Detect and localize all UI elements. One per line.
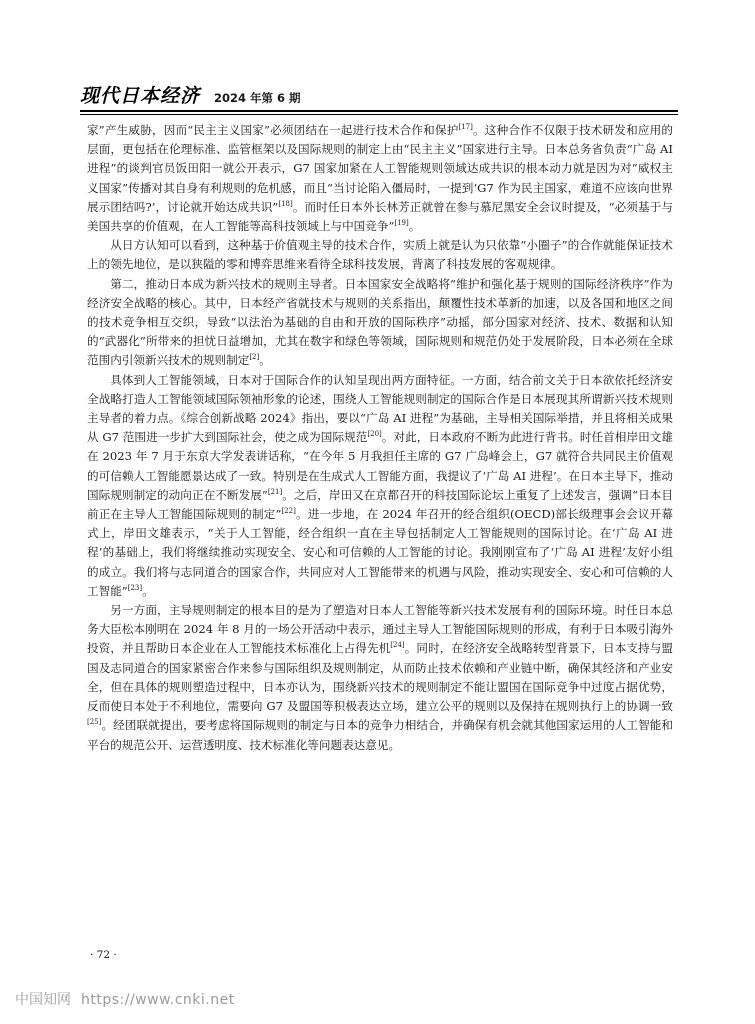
paragraph-text: 。而时任日本外长林芳正就曾在参与慕尼黑安全会议时提及，“必须基于与美国共享的价值观，在人工智能等高科技领域上与中国竞争” bbox=[87, 199, 673, 234]
cnki-watermark bbox=[15, 989, 235, 1009]
paragraph bbox=[87, 275, 673, 371]
paragraph bbox=[87, 601, 673, 755]
paragraph bbox=[87, 121, 673, 236]
issue-label: 2024 年第 6 期 bbox=[214, 91, 301, 105]
paragraph-text: 。 bbox=[408, 219, 421, 234]
journal-logo: 现代日本经济 bbox=[80, 85, 201, 107]
citation-ref[interactable]: [20] bbox=[367, 430, 382, 439]
paragraph-text: 第二，推动日本成为新兴技术的规则主导者。日本国家安全战略将“维护和强化基于规则的国际经济秩序”作为经济安全战略的核心。其中，日本经产省就技术与规则的关系指出，颠覆性技术革新的加速，以及各国和地区之间的技术竞争相互交织，导致“以法治为基础的自由和开放的国际秩序”动摇，部分国家对经济、技术、数据和认知的“武器化”所带来的担忧日益增加，尤其在数字和绿色等领域，国际规则和规范仍处于发展阶段，日本必须在全球范围内引领新兴技术的规则制定 bbox=[87, 276, 673, 368]
paragraph-text: 从日方认知可以看到，这种基于价值观主导的技术合作，实质上就是认为只依靠“小圈子”的合作就能保证技术上的领先地位，是以狭隘的零和博弈思维来看待全球科技发展，背离了科技发展的客观规律。 bbox=[87, 238, 673, 272]
paragraph-text: 。经团联就提出，要考虑将国际规则的制定与日本的竞争力相结合，并确保有机会就其他国家运用的人工智能和平台的规范公开、运营透明度、技术标准化等问题表达意见。 bbox=[87, 718, 673, 752]
paragraph bbox=[87, 371, 673, 601]
citation-ref[interactable]: [17] bbox=[458, 123, 473, 132]
page-number: · 72 · bbox=[90, 949, 117, 961]
citation-ref[interactable]: [25] bbox=[87, 718, 102, 727]
paragraph-text: 具体到人工智能领域，日本对于国际合作的认知呈现出两方面特征。一方面，结合前文关于日本欲依托经济安全战略打造人工智能领域国际领袖形象的论述，围绕人工智能规则制定的国际合作是日本展现其所谓新兴技术规则主导者的着力点。《综合创新战略 2024》指出，要以“广岛 AI 进程”为基础，主导相关国际举措，并且将相关成果从 G7 范围进一步扩大到国际社会，使之成为国际规范 bbox=[87, 372, 673, 445]
paragraph bbox=[87, 236, 673, 274]
header-rule-thin bbox=[80, 114, 678, 115]
citation-ref[interactable]: [19] bbox=[394, 219, 409, 228]
paragraph-text: 。这种合作不仅限于技术研发和应用的层面，更包括在伦理标准、监管框架以及国际规则的制定上由“民主主义”国家进行主导。日本总务省负责“广岛 AI 进程”的谈判官员饭田阳一就公开表示，G7 国家加紧在人工智能规则领域达成共识的根本动力就是因为对“威权主义国家”传播对其自身有利规则的危机感，而且“当讨论陷入僵局时，一提到‘G7 作为民主国家，难道不应该向世界展示团结吗?’，讨论就开始达成共识” bbox=[87, 123, 673, 214]
paragraph-text: 。对此，日本政府不断为此进行背书。时任首相岸田文雄在 2023 年 7 月于东京大学发表讲话称，“在今年 5 月我担任主席的 G7 广岛峰会上，G7 就符合共同民主价值观的可信赖人工智能愿景达成了一致。特别是在生成式人工智能方面，我提议了‘广岛 AI 进程’。在日本主导下，推动国际规则制定的动向正在不断发展” bbox=[87, 430, 673, 502]
header-rule-thick bbox=[80, 110, 678, 112]
citation-ref[interactable]: [22] bbox=[281, 507, 296, 516]
article-body bbox=[87, 121, 673, 755]
paragraph-text: 。 bbox=[259, 353, 271, 368]
watermark-site-name: 中国知网 bbox=[15, 992, 71, 1008]
paragraph-text: 另一方面，主导规则制定的根本目的是为了塑造对日本人工智能等新兴技术发展有利的国际环境。时任日本总务大臣松本刚明在 2024 年 8 月的一场公开活动中表示，通过主导人工智能国际规则的形成，有利于日本吸引海外投资，并且帮助日本企业在人工智能技术标准化上占得先机 bbox=[87, 603, 673, 656]
citation-ref[interactable]: [2] bbox=[249, 353, 260, 362]
paragraph-text: 。进一步地，在 2024 年召开的经合组织(OECD)部长级理事会会议开幕式上，岸田文雄表示，“关于人工智能，经合组织一直在主导包括制定人工智能规则的国际讨论。在‘广岛 AI 进程’的基础上，我们将继续推动实现安全、安心和可信赖的人工智能的讨论。我刚刚宣布了‘广岛 AI 进程’友好小组的成立。我们将与志同道合的国家合作，共同应对人工智能带来的机遇与风险，推动实现安全、安心和可信赖的人工智能” bbox=[87, 507, 674, 598]
citation-ref[interactable]: [23] bbox=[127, 584, 143, 593]
paragraph-text: 。 bbox=[142, 583, 154, 598]
running-header bbox=[80, 82, 680, 108]
paragraph-text: 。之后，岸田又在京都召开的科技国际论坛上重复了上述发言，强调“日本目前正在主导人工智能国际规则的制定” bbox=[87, 487, 673, 522]
paragraph-text: 家”产生威胁，因而“民主主义国家”必须团结在一起进行技术合作和保护 bbox=[87, 123, 459, 137]
citation-ref[interactable]: [18] bbox=[278, 199, 293, 208]
citation-ref[interactable]: [24] bbox=[390, 641, 405, 650]
paragraph-text: 。同时，在经济安全战略转型背景下，日本支持与盟国及志同道合的国家紧密合作来参与国际组织及规则制定，从而防止技术依赖和产业链中断，确保其经济和产业安全，但在具体的规则塑造过程中，日本亦认为，围绕新兴技术的规则制定不能让盟国在国际竞争中过度占据优势，反而使日本处于不利地位，需要向 G7 及盟国等积极表达立场，建立公平的规则以及保持在规则执行上的协调一致 bbox=[87, 641, 673, 714]
watermark-url[interactable]: https://www.cnki.net bbox=[81, 992, 235, 1008]
citation-ref[interactable]: [21] bbox=[267, 488, 283, 496]
